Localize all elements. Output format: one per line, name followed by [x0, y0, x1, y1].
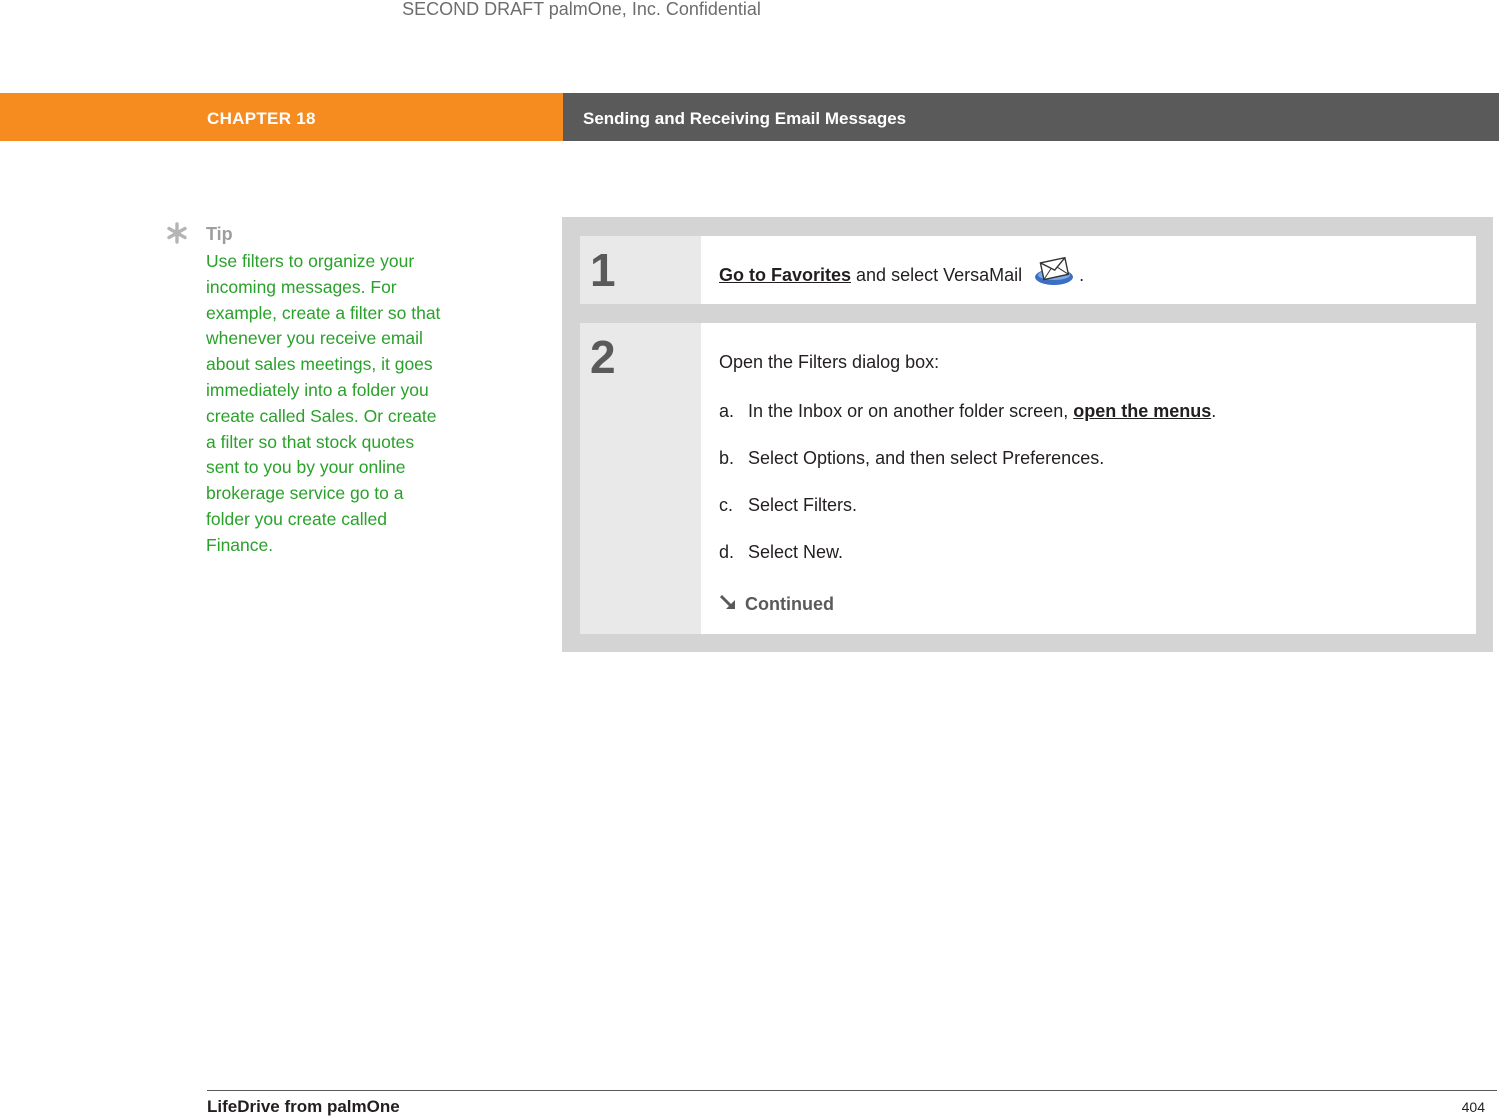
substep-d [719, 542, 843, 563]
substep-letter: a. [719, 401, 735, 421]
step-number: 2 [590, 331, 616, 383]
step-text-end: . [1079, 265, 1085, 285]
step-text: and select VersaMail [851, 265, 1023, 285]
footer-divider [207, 1090, 1497, 1091]
substep-b [719, 448, 1104, 469]
watermark: SECOND DRAFT palmOne, Inc. Confidential [402, 0, 761, 19]
steps-panel [562, 217, 1493, 652]
substep-text: Select Filters. [748, 495, 858, 515]
substep-letter: c. [719, 495, 734, 515]
substep-text-end: . [1211, 401, 1217, 421]
substep-text: Select New. [748, 542, 844, 562]
footer-title: LifeDrive from palmOne [207, 1097, 400, 1116]
substep-c [719, 495, 857, 516]
chapter-title-bar [563, 93, 1499, 141]
chapter-title: Sending and Receiving Email Messages [583, 109, 907, 128]
open-the-menus-link[interactable]: open the menus [1073, 401, 1212, 421]
substep-a [719, 401, 1216, 422]
step-number-column [580, 236, 701, 304]
continued-arrow-icon [719, 594, 739, 612]
tip-text: Use filters to organize your incoming messages. For example, create a filter so that whenever you receive email about sales meetings, it goes immediately into a folder you create called Sales. Or create a filter so that stock quotes sent to you by your online brokerage service go to a folder you create called Finance. [206, 251, 441, 555]
continued-indicator [719, 594, 834, 615]
step-2 [580, 323, 1476, 634]
tip-label: Tip [206, 224, 233, 244]
step-number: 1 [590, 244, 616, 296]
step-number-column [580, 323, 701, 634]
chapter-header [0, 93, 563, 141]
step-1 [580, 236, 1476, 304]
continued-label: Continued [745, 594, 834, 614]
asterisk-icon [166, 222, 188, 244]
substep-letter: b. [719, 448, 735, 468]
substep-letter: d. [719, 542, 735, 562]
chapter-label: CHAPTER 18 [207, 109, 316, 128]
versamail-envelope-icon [1033, 255, 1075, 287]
page-number: 404 [1461, 1099, 1485, 1115]
substep-text: In the Inbox or on another folder screen, [748, 401, 1074, 421]
substep-text: Select Options, and then select Preferences. [748, 448, 1105, 468]
step-intro: Open the Filters dialog box: [719, 352, 940, 372]
go-to-favorites-link[interactable]: Go to Favorites [719, 265, 852, 285]
